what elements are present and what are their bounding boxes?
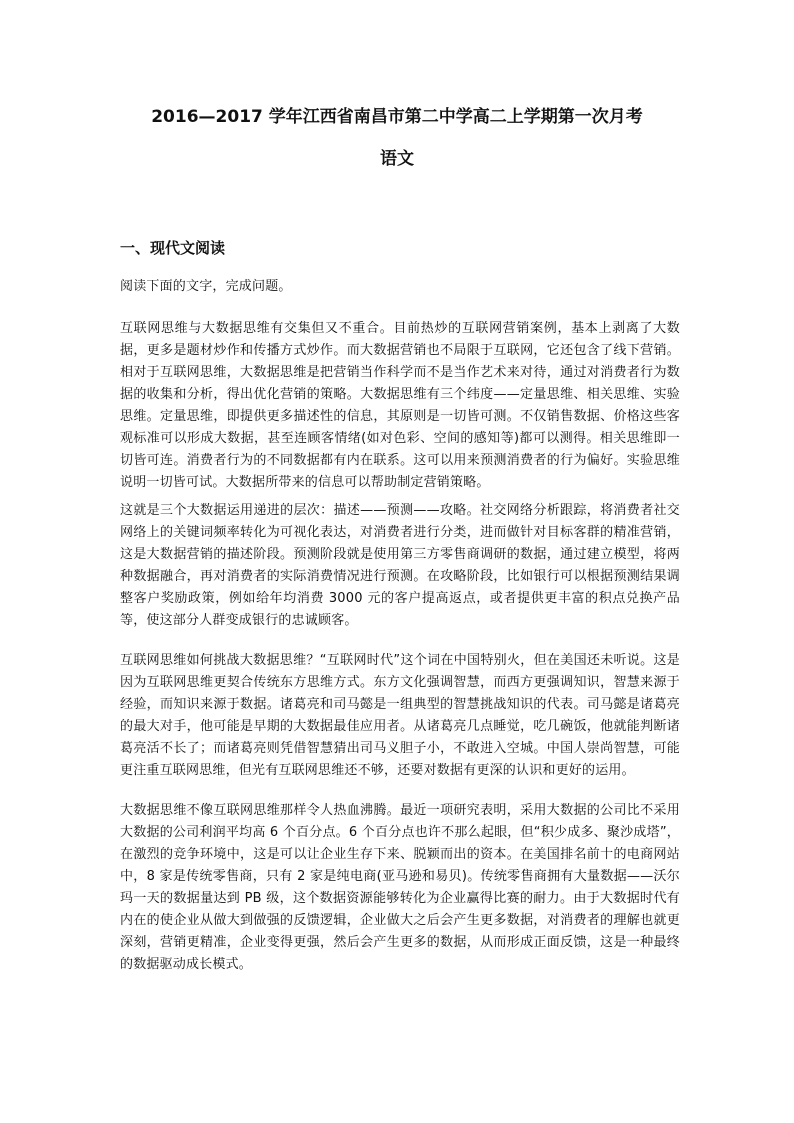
paragraph-1: 互联网思维与大数据思维有交集但又不重合。目前热炒的互联网营销案例，基本上剥离了大数据，更多是题材炒作和传播方式炒作。而大数据营销也不局限于互联网，它还包含了线下营销。相对于互联网思维，大数据思维是把营销当作科学而不是当作艺术来对待，通过对消费者行为数据的收集和分析，得出优化营销的策略。大数据思维有三个纬度——定量思维、相关思维、实验思维。定量思维，即提供更多描述性的信息，其原则是一切皆可测。不仅销售数据、价格这些客观标准可以形成大数据，甚至连顾客情绪(如对色彩、空间的感知等)都可以测得。相关思维即一切皆可连。消费者行为的不同数据都有内在联系。这可以用来预测消费者的行为偏好。实验思维说明一切皆可试。大数据所带来的信息可以帮助制定营销策略。 <box>120 321 680 490</box>
reading-instruction: 阅读下面的文字，完成问题。 <box>120 279 292 294</box>
paragraph-3: 互联网思维如何挑战大数据思维？“互联网时代”这个词在中国特别火，但在美国还未听说。这是因为互联网思维更契合传统东方思维方式。东方文化强调智慧，而西方更强调知识，智慧来源于经验，而知识来源于数据。诸葛亮和司马懿是一组典型的智慧挑战知识的代表。司马懿是诸葛亮的最大对手，他可能是早期的大数据最佳应用者。从诸葛亮几点睡觉，吃几碗饭，他就能判断诸葛亮活不长了；而诸葛亮则凭借智慧猜出司马义胆子小，不敢进入空城。中国人崇尚智慧，可能更注重互联网思维，但光有互联网思维还不够，还要对数据有更深的认识和更好的运用。 <box>120 653 680 778</box>
paragraph-4: 大数据思维不像互联网思维那样令人热血沸腾。最近一项研究表明，采用大数据的公司比不采用大数据的公司利润平均高 6 个百分点。6 个百分点也许不那么起眼，但“积少成多、聚沙成塔”，在激烈的竞争环境中，这是可以让企业生存下来、脱颖而出的资本。在美国排名前十的电商网站中，8 家是传统零售商，只有 2 家是纯电商(亚马逊和易贝)。传统零售商拥有大量数据——沃尔玛一天的数据量达到 PB 级，这个数据资源能够转化为企业赢得比赛的耐力。由于大数据时代有内在的使企业从做大到做强的反馈逻辑，企业做大之后会产生更多数据，对消费者的理解也就更深刻，营销更精准，企业变得更强，然后会产生更多的数据，从而形成正面反馈，这是一种最终的数据驱动成长模式。 <box>120 803 680 972</box>
document-subtitle: 语文 <box>380 149 414 169</box>
section-heading: 一、现代文阅读 <box>120 239 226 257</box>
document-title: 2016—2017 学年江西省南昌市第二中学高二上学期第一次月考 <box>151 107 643 127</box>
paragraph-2: 这就是三个大数据运用递进的层次：描述——预测——攻略。社交网络分析跟踪，将消费者社交网络上的关键词频率转化为可视化表达，对消费者进行分类，进而做针对目标客群的精准营销，这是大数据营销的描述阶段。预测阶段就是使用第三方零售商调研的数据，通过建立模型，将两种数据融合，再对消费者的实际消费情况进行预测。在攻略阶段，比如银行可以根据预测结果调整客户奖励政策，例如给年均消费 3000 元的客户提高返点，或者提供更丰富的积点兑换产品等，使这部分人群变成银行的忠诚顾客。 <box>120 503 680 628</box>
